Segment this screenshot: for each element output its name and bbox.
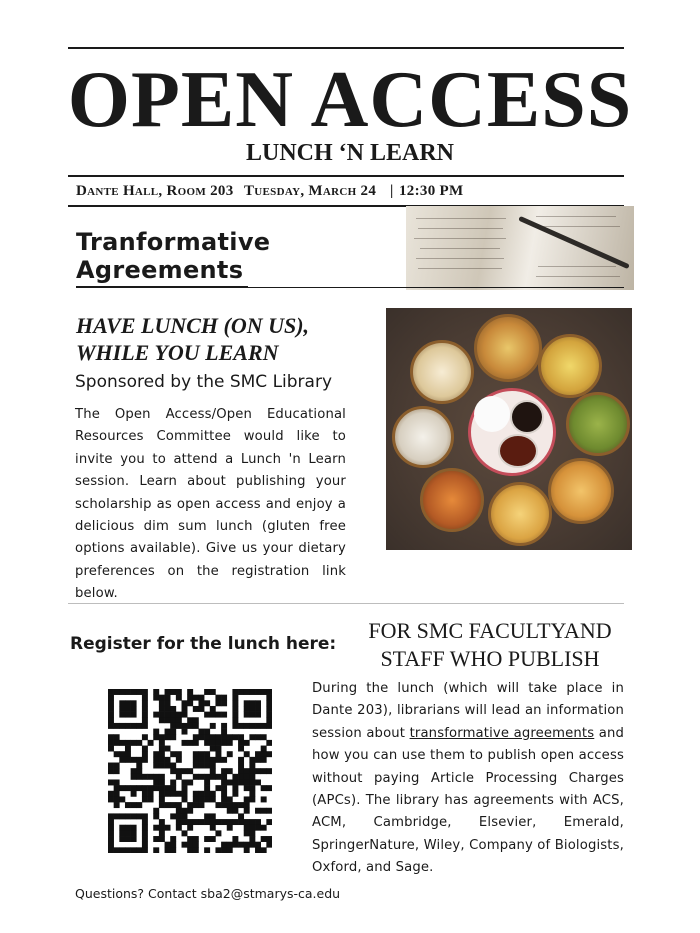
section-rule (76, 286, 248, 288)
page-subtitle: LUNCH ‘N LEARN (245, 140, 454, 166)
faculty-paragraph (312, 678, 624, 880)
event-date: Tuesday, March 24 (244, 183, 377, 199)
intro-paragraph: The Open Access/Open Educational Resources Committee would like to invite you to attend a Lunch 'n Learn session. Learn about publishing your scholarship as open access and enjoy a delicious dim sum lunch (gluten free options available). Give us your dietary preferences on the registration link below. (75, 407, 346, 602)
registration-qr-code[interactable] (108, 689, 272, 853)
faculty-heading-line2: STAFF WHO PUBLISH (380, 646, 600, 671)
lunch-heading-line2: WHILE YOU LEARN (76, 340, 279, 365)
section-heading-line1: Tranformative (76, 228, 271, 256)
top-rule (68, 47, 624, 49)
lunch-heading (76, 312, 309, 366)
section-heading (76, 228, 270, 284)
sponsor-line: Sponsored by the SMC Library (75, 372, 333, 392)
header-rule-upper (68, 175, 624, 177)
transformative-agreements-link[interactable]: transformative agreements (409, 725, 595, 741)
event-location: Dante Hall, Room 203 (76, 183, 234, 199)
event-separator: | (390, 183, 394, 199)
contact-line: Questions? Contact sba2@stmarys-ca.edu (75, 886, 341, 901)
middle-rule (68, 603, 624, 604)
faculty-heading (330, 617, 650, 673)
book-photo (406, 206, 634, 290)
register-label: Register for the lunch here: (70, 634, 337, 654)
dim-sum-photo (386, 308, 632, 550)
section-heading-line2: Agreements (76, 256, 244, 284)
event-time: 12:30 PM (399, 183, 464, 199)
lunch-heading-line1: HAVE LUNCH (ON US), (76, 313, 310, 338)
page-title: OPEN ACCESS (67, 56, 633, 144)
faculty-paragraph-start: During the lunch (which will take place in Dante 203), librarians will lead an information session about (312, 681, 624, 741)
section-rule-long (248, 287, 624, 288)
faculty-heading-line1: FOR SMC FACULTYAND (368, 618, 612, 643)
faculty-paragraph-end: and how you can use them to publish open access without paying Article Processing Charges (APCs). The library has agreements with ACS, ACM, Cambridge, Elsevier, Emerald, SpringerNature, Wiley, Company of Biologists, Oxford, and Sage. (312, 725, 624, 876)
